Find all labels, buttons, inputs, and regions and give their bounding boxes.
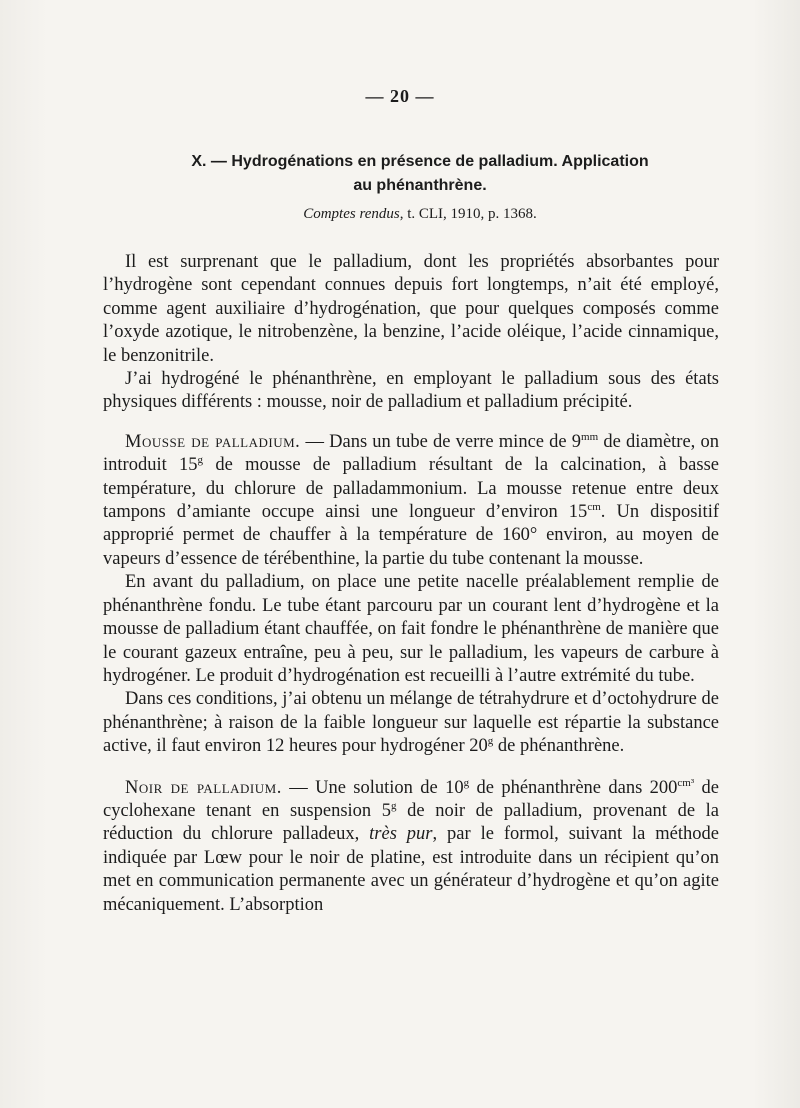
- paragraph-heading-mousse: Mousse de palladium.: [125, 431, 301, 452]
- body-text: [103, 251, 719, 917]
- paragraph-4: En avant du palladium, on place une petite nacelle préalablement remplie de phénanthrène fondu. Le tube étant parcouru par un courant lent d’hydrogène et la mousse de palladium étant chauffée, on fait fondre le phénanthrène de manière que le courant gazeux entraîne, peu à peu, sur le palladium, les vapeurs de carbure à hydrogéner. Le produit d’hydrogénation est recueilli à l’autre extrémité du tube.: [103, 572, 719, 686]
- paragraph-mousse: Mousse de palladium. — Dans un tube de verre mince de $9^{mm}$ de diamètre, on introduit 15$^g$ de mousse de palladium résultant de la calcination, à basse température, du chlorure de palladammonium. La mousse retenue entre deux tampons d’amiante occupe ainsi une longueur d’environ $15^{cm}$. Un dispositif approprié permet de chauffer à la température de 160° environ, au moyen de vapeurs d’essence de térébenthine, la partie du tube contenant la mousse.: [103, 430, 719, 569]
- section-title-line-1: X. — Hydrogénations en présence de palladium. Application: [191, 153, 649, 170]
- page-number: — 20 —: [365, 86, 435, 106]
- citation-details: , t. CLI, 1910, p. 1368.: [399, 206, 537, 222]
- paragraph-5: Dans ces conditions, j’ai obtenu un mélange de tétrahydrure et d’octohydrure de phénanthrène; à raison de la faible longueur sur laquelle est répartie la substance active, il faut environ 12 heures pour hydrogéner 20$^g$ de phénanthrène.: [103, 689, 719, 757]
- paragraph-1: Il est surprenant que le palladium, dont les propriétés absorbantes pour l’hydrogène sont cependant connues depuis fort longtemps, n’ait été employé, comme agent auxiliaire d’hydrogénation, que pour quelques composés comme l’oxyde azotique, le nitrobenzène, la benzine, l’acide oléique, l’acide cinnamique, le benzonitrile.: [103, 252, 719, 366]
- paragraph-2: J’ai hydrogéné le phénanthrène, en employant le palladium sous des états physiques différents : mousse, noir de palladium et palladium précipité.: [103, 369, 719, 413]
- paragraph-heading-noir: Noir de palladium.: [125, 777, 282, 798]
- section-title: [150, 150, 690, 198]
- paragraph-noir: Noir de palladium. — Une solution de 10$^g$ de phénanthrène dans $200^{cm^3}$ de cyclohexane tenant en suspension 5$^g$ de noir de palladium, provenant de la réduction du chlorure palladeux, très pur, par le formol, suivant la méthode indiquée par Lœw pour le noir de platine, est introduite dans un récipient qu’on met en communication permanente avec un générateur d’hydrogène et qu’on agite mécaniquement. L’absorption: [103, 776, 719, 915]
- citation-journal: Comptes rendus: [303, 206, 400, 222]
- citation: [150, 206, 690, 223]
- section-title-line-2: au phénanthrène.: [353, 177, 487, 194]
